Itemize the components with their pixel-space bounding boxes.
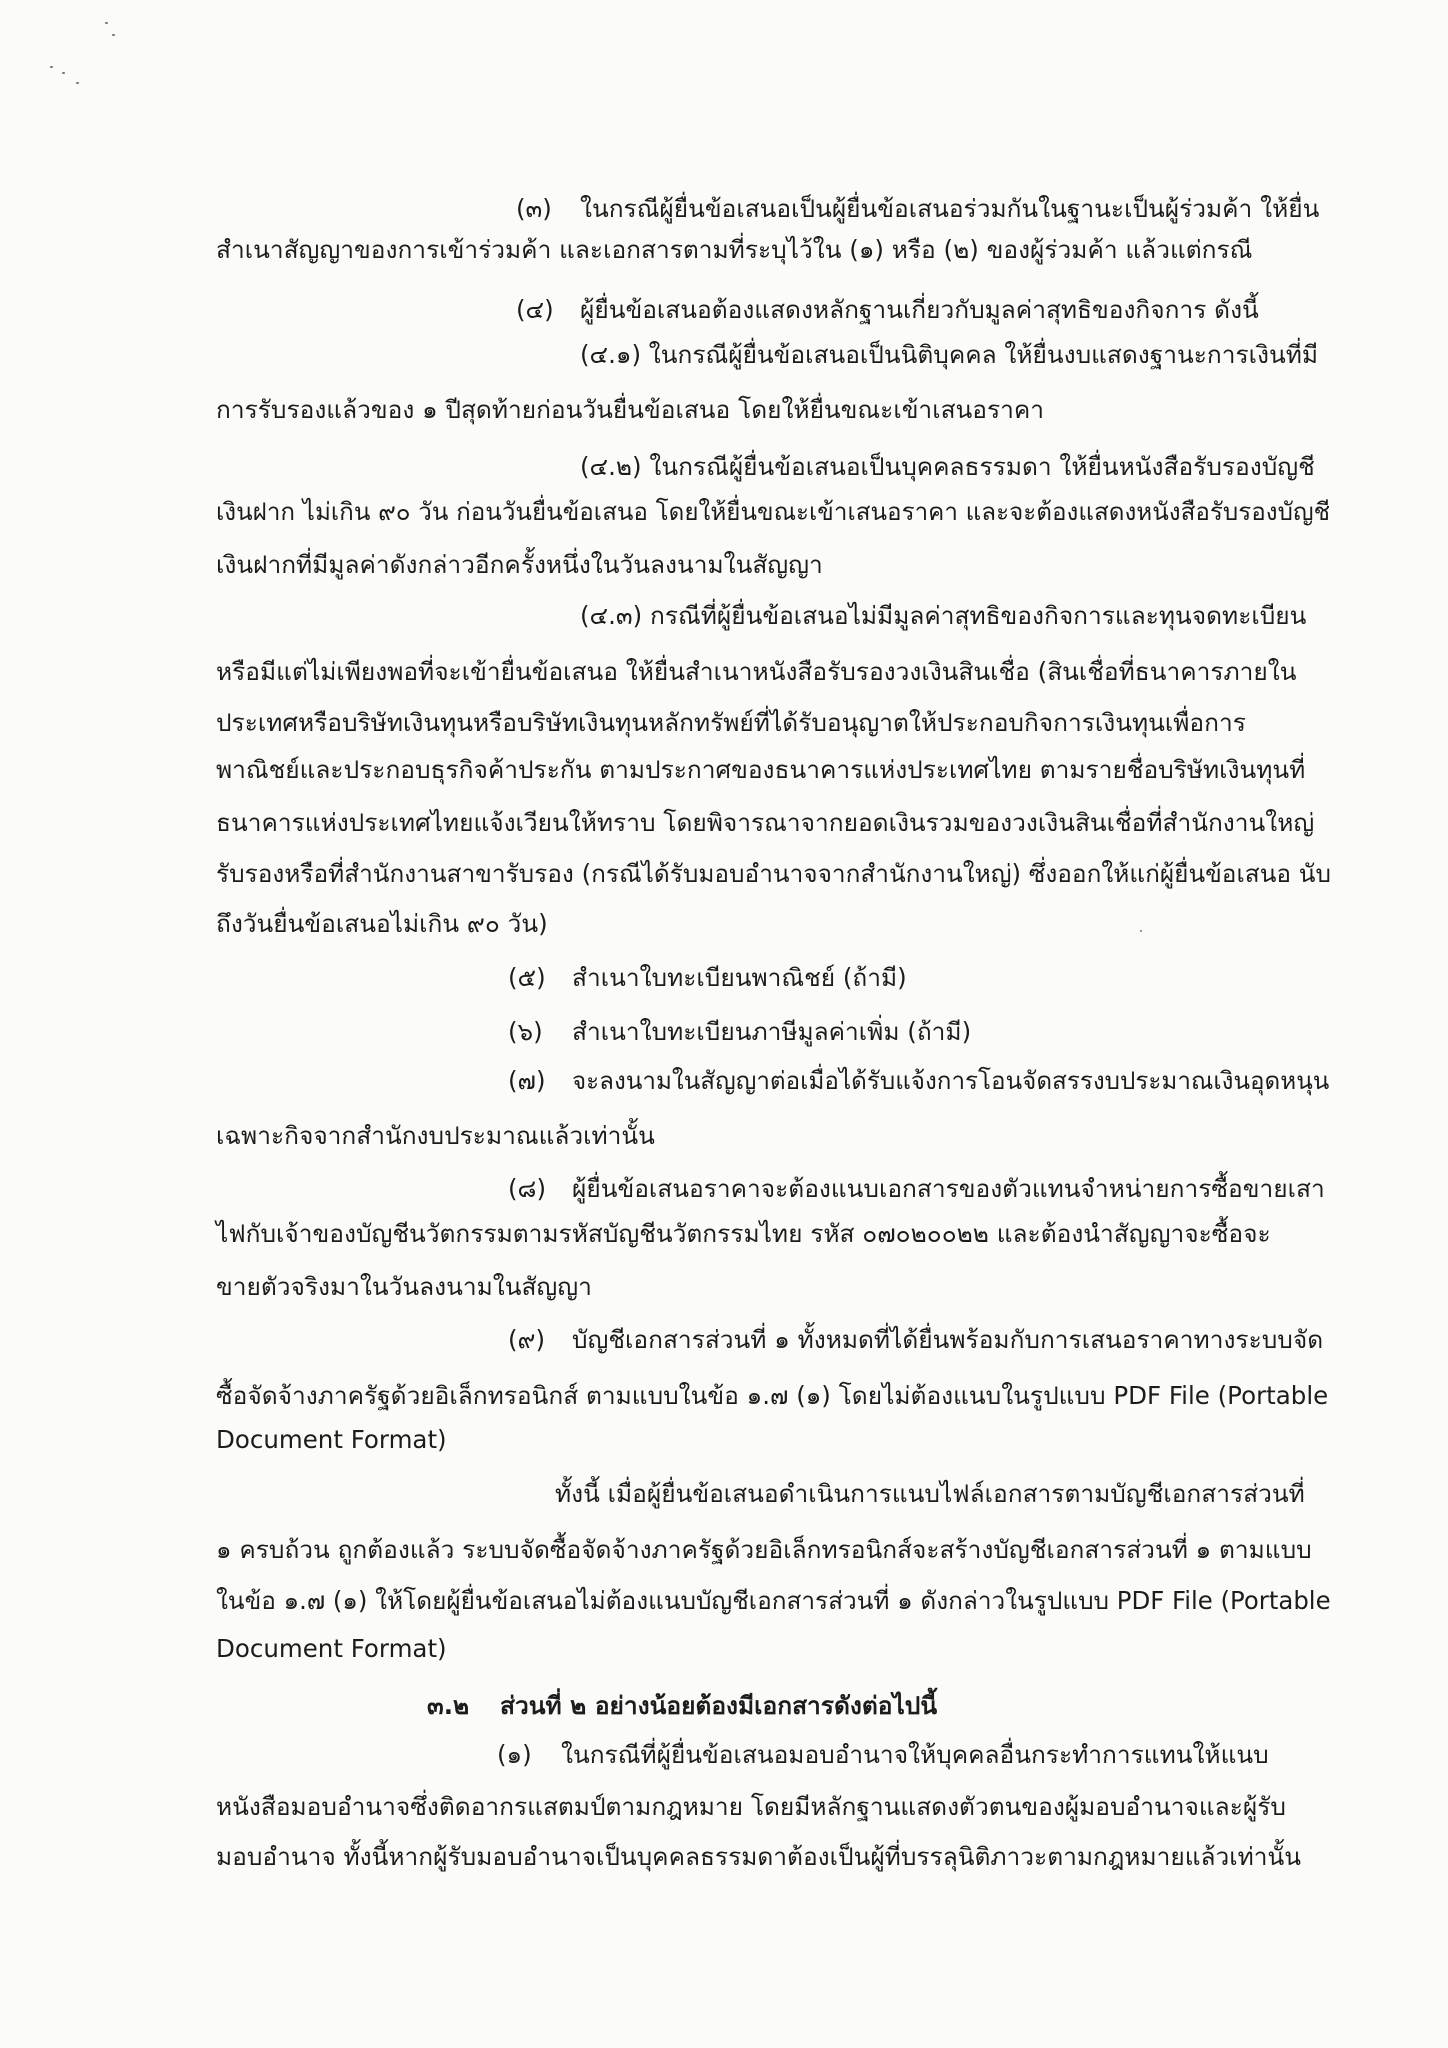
section-heading [0, 1686, 1448, 1726]
item-number: (๖) [508, 1017, 543, 1046]
line-text: พาณิชย์และประกอบธุรกิจค้าประกัน ตามประกาศของธนาคารแห่งประเทศไทย ตามรายชื่อบริษัทเงินทุนที่ [216, 755, 1306, 784]
paragraph-line [0, 1267, 1448, 1307]
paragraph-line [0, 1629, 1448, 1669]
line-text: ในกรณีที่ผู้ยื่นข้อเสนอมอบอำนาจให้บุคคลอื่นกระทำการแทนให้แนบ [561, 1740, 1269, 1769]
item-number: (๔) [516, 295, 554, 324]
scan-speck [50, 66, 53, 68]
paragraph-line [0, 545, 1448, 585]
line-text: ไฟกับเจ้าของบัญชีนวัตกรรมตามรหัสบัญชีนวัตกรรมไทย รหัส ๐๗๐๒๐๐๒๒ และต้องนำสัญญาจะซื้อจะ [216, 1219, 1271, 1248]
line-text: ในกรณีผู้ยื่นข้อเสนอเป็นผู้ยื่นข้อเสนอร่วมกันในฐานะเป็นผู้ร่วมค้า ให้ยื่น [580, 194, 1320, 223]
item-number: (๕) [508, 963, 546, 992]
line-text: รับรองหรือที่สำนักงานสาขารับรอง (กรณีได้รับมอบอำนาจจากสำนักงานใหญ่) ซึ่งออกให้แก่ผู้ยื่นข้อเสนอ นับ [216, 859, 1331, 888]
line-text: มอบอำนาจ ทั้งนี้หากผู้รับมอบอำนาจเป็นบุคคลธรรมดาต้องเป็นผู้ที่บรรลุนิติภาวะตามกฎหมายแล้วเท่านั้น [216, 1842, 1302, 1871]
line-text: ประเทศหรือบริษัทเงินทุนหรือบริษัทเงินทุนหลักทรัพย์ที่ได้รับอนุญาตให้ประกอบกิจการเงินทุนเพื่อการ [216, 708, 1246, 737]
paragraph-line [0, 1012, 1448, 1052]
paragraph-line [0, 803, 1448, 843]
item-number: (๙) [508, 1325, 546, 1354]
paragraph-line [0, 1214, 1448, 1254]
scan-speck [112, 34, 115, 36]
line-text: เฉพาะกิจจากสำนักงบประมาณแล้วเท่านั้น [216, 1121, 655, 1150]
paragraph-line [0, 596, 1448, 636]
paragraph-line [0, 1837, 1448, 1877]
paragraph-line [0, 1061, 1448, 1101]
line-text: ธนาคารแห่งประเทศไทยแจ้งเวียนให้ทราบ โดยพิจารณาจากยอดเงินรวมของวงเงินสินเชื่อที่สำนักงานใหญ่ [216, 808, 1315, 837]
paragraph-line [0, 1735, 1448, 1775]
paragraph-line [0, 1169, 1448, 1209]
paragraph-line [0, 230, 1448, 270]
paragraph-line [0, 1787, 1448, 1827]
line-text: (๔.๓) กรณีที่ผู้ยื่นข้อเสนอไม่มีมูลค่าสุทธิของกิจการและทุนจดทะเบียน [580, 601, 1307, 630]
line-text: ผู้ยื่นข้อเสนอต้องแสดงหลักฐานเกี่ยวกับมูลค่าสุทธิของกิจการ ดังนี้ [580, 295, 1259, 324]
item-number: (๓) [516, 194, 552, 223]
line-text: หรือมีแต่ไม่เพียงพอที่จะเข้ายื่นข้อเสนอ ให้ยื่นสำเนาหนังสือรับรองวงเงินสินเชื่อ (สินเชื่อที่ธนาคารภายใน [216, 657, 1297, 686]
paragraph-line [0, 1474, 1448, 1514]
paragraph-line [0, 904, 1448, 944]
line-text: สำเนาใบทะเบียนพาณิชย์ (ถ้ามี) [572, 963, 907, 992]
scan-speck [105, 22, 108, 24]
section-title: ส่วนที่ ๒ อย่างน้อยต้องมีเอกสารดังต่อไปนี้ [500, 1691, 938, 1720]
line-text: บัญชีเอกสารส่วนที่ ๑ ทั้งหมดที่ได้ยื่นพร้อมกับการเสนอราคาทางระบบจัด [572, 1325, 1324, 1354]
line-text: เงินฝาก ไม่เกิน ๙๐ วัน ก่อนวันยื่นข้อเสนอ โดยให้ยื่นขณะเข้าเสนอราคา และจะต้องแสดงหนังสือรับรองบัญชี [216, 497, 1331, 526]
line-text: การรับรองแล้วของ ๑ ปีสุดท้ายก่อนวันยื่นข้อเสนอ โดยให้ยื่นขณะเข้าเสนอราคา [216, 395, 1045, 424]
paragraph-line [0, 390, 1448, 430]
paragraph-line [0, 492, 1448, 532]
line-text: ถึงวันยื่นข้อเสนอไม่เกิน ๙๐ วัน) [216, 909, 548, 938]
line-text: Document Format) [216, 1425, 447, 1454]
line-text: (๔.๒) ในกรณีผู้ยื่นข้อเสนอเป็นบุคคลธรรมดา ให้ยื่นหนังสือรับรองบัญชี [580, 452, 1315, 481]
paragraph-line [0, 1116, 1448, 1156]
line-text: Document Format) [216, 1634, 447, 1663]
paragraph-line [0, 1320, 1448, 1360]
paragraph-line [0, 1420, 1448, 1460]
line-text: ทั้งนี้ เมื่อผู้ยื่นข้อเสนอดำเนินการแนบไฟล์เอกสารตามบัญชีเอกสารส่วนที่ [555, 1479, 1305, 1508]
paragraph-line [0, 1376, 1448, 1416]
item-number: (๘) [508, 1174, 547, 1203]
item-number: (๗) [508, 1066, 546, 1095]
line-text: (๔.๑) ในกรณีผู้ยื่นข้อเสนอเป็นนิติบุคคล ให้ยื่นงบแสดงฐานะการเงินที่มี [580, 340, 1319, 369]
paragraph-line [0, 447, 1448, 487]
paragraph-line [0, 1581, 1448, 1621]
line-text: หนังสือมอบอำนาจซึ่งติดอากรแสตมป์ตามกฎหมาย โดยมีหลักฐานแสดงตัวตนของผู้มอบอำนาจและผู้รับ [216, 1792, 1286, 1821]
section-number: ๓.๒ [427, 1691, 470, 1720]
line-text: สำเนาสัญญาของการเข้าร่วมค้า และเอกสารตามที่ระบุไว้ใน (๑) หรือ (๒) ของผู้ร่วมค้า แล้วแต่กรณี [216, 235, 1253, 264]
paragraph-line [0, 335, 1448, 375]
line-text: ผู้ยื่นข้อเสนอราคาจะต้องแนบเอกสารของตัวแทนจำหน่ายการซื้อขายเสา [572, 1174, 1325, 1203]
paragraph-line [0, 1530, 1448, 1570]
paragraph-line [0, 854, 1448, 894]
scan-speck [76, 82, 79, 84]
line-text: ขายตัวจริงมาในวันลงนามในสัญญา [216, 1272, 592, 1301]
paragraph-line [0, 958, 1448, 998]
line-text: เงินฝากที่มีมูลค่าดังกล่าวอีกครั้งหนึ่งในวันลงนามในสัญญา [216, 550, 823, 579]
line-text: สำเนาใบทะเบียนภาษีมูลค่าเพิ่ม (ถ้ามี) [572, 1017, 972, 1046]
line-text: ซื้อจัดจ้างภาครัฐด้วยอิเล็กทรอนิกส์ ตามแบบในข้อ ๑.๗ (๑) โดยไม่ต้องแนบในรูปแบบ PDF File (Portable [216, 1381, 1329, 1410]
paragraph-line [0, 750, 1448, 790]
line-text: จะลงนามในสัญญาต่อเมื่อได้รับแจ้งการโอนจัดสรรงบประมาณเงินอุดหนุน [572, 1066, 1330, 1095]
paragraph-line [0, 652, 1448, 692]
paragraph-line [0, 290, 1448, 330]
scan-speck [62, 72, 65, 74]
paragraph-line [0, 189, 1448, 229]
paragraph-line [0, 703, 1448, 743]
item-number: (๑) [497, 1740, 532, 1769]
line-text: ในข้อ ๑.๗ (๑) ให้โดยผู้ยื่นข้อเสนอไม่ต้องแนบบัญชีเอกสารส่วนที่ ๑ ดังกล่าวในรูปแบบ PDF File (Portable [216, 1586, 1331, 1615]
line-text: ๑ ครบถ้วน ถูกต้องแล้ว ระบบจัดซื้อจัดจ้างภาครัฐด้วยอิเล็กทรอนิกส์จะสร้างบัญชีเอกสารส่วนที่ ๑ ตามแบบ [216, 1535, 1312, 1564]
